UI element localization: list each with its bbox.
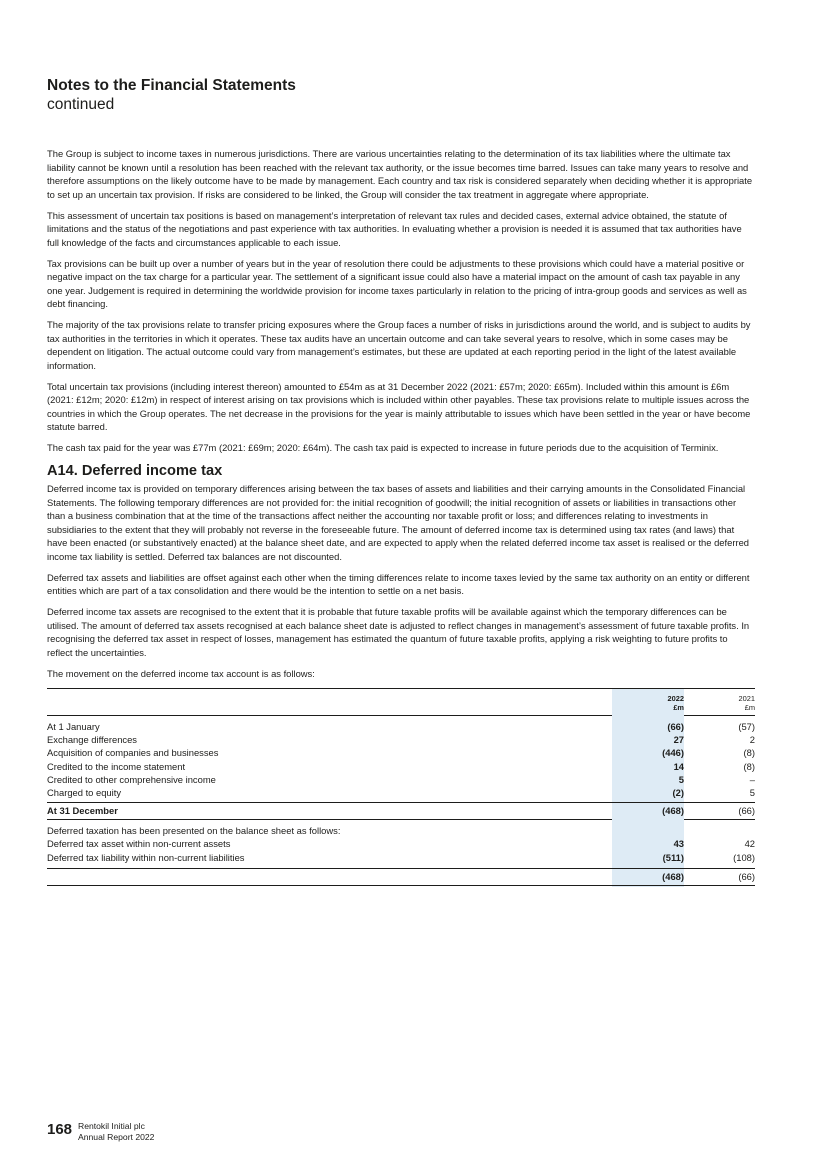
row-value-2022: (66)	[667, 721, 684, 732]
row-value-2022: 43	[673, 838, 684, 850]
paragraph-uncertain-tax-4: The majority of the tax provisions relate to transfer pricing exposures where the Group faces a number of risks in jurisdictions around the world, and is subject to audits by tax authorities in the territories in which it operates. These tax audits have an uncertain outcome and can take several years to resolve, which in some cases may be dependent on litigation. The actual outcome could vary from management’s estimates, but these are updated at each reporting period in the light of the latest available information.	[47, 319, 751, 371]
table-row	[47, 786, 755, 799]
balance-intro: Deferred taxation has been presented on the balance sheet as follows:	[47, 825, 341, 837]
company-name: Rentokil Initial plc	[78, 1121, 145, 1131]
table-row	[47, 746, 755, 759]
header-2021-year: 2021	[738, 694, 755, 703]
row-value-2022: 27	[673, 734, 684, 746]
header-2022	[614, 694, 684, 712]
row-label: Exchange differences	[47, 734, 137, 746]
paragraph-cash-tax: The cash tax paid for the year was £77m (2021: £69m; 2020: £64m). The cash tax paid is expected to increase in future periods due to the acquisition of Terminix.	[47, 442, 719, 453]
balance-intro-row	[47, 824, 755, 837]
row-label: Deferred tax asset within non-current assets	[47, 838, 231, 850]
row-value-2021: (8)	[743, 760, 755, 772]
header-2021	[695, 694, 755, 712]
total-row	[47, 802, 755, 819]
main-content	[47, 147, 755, 886]
row-label: Acquisition of companies and businesses	[47, 747, 219, 759]
table-row	[47, 851, 755, 864]
paragraph-uncertain-tax-5: Total uncertain tax provisions (including interest thereon) amounted to £54m as at 31 December 2022 (2021: £57m; 2020: £65m). Included within this amount is £6m (2021: £12m; 2020: £12m) in respect of interest arising on tax provisions which is included within other payables. These tax provisions relate to multiple issues across the countries in which the Group operates. The net decrease in the provisions for the year is mainly attributable to issues which have been settled in the year or have become statute barred.	[47, 380, 751, 432]
balance-total-2021: (66)	[738, 870, 755, 882]
row-value-2022: (2)	[672, 786, 684, 798]
row-value-2021: 2	[749, 734, 755, 746]
paragraph-table-intro: The movement on the deferred income tax account is as follows:	[47, 667, 315, 679]
table-row	[47, 720, 755, 733]
paragraph-deferred-tax-2: Deferred tax assets and liabilities are offset against each other when the timing differences relate to income taxes levied by the same tax authority on an entity or different entities which are part of a tax consolidation and there would be the intention to settle on a net basis.	[47, 571, 750, 596]
row-value-2022: 5	[678, 773, 684, 785]
paragraph-uncertain-tax-1: The Group is subject to income taxes in numerous jurisdictions. There are various uncertainties relating to the determination of its tax liabilities where the ultimate tax liability cannot be known until a resolution has been reached with the relevant tax authority, or the issue becomes time barred. Issues can take many years to resolve and therefore assumptions on the likely outcome have to be made by management. Each country and tax risk is considered separately when deciding whether it is appropriate to set up an uncertain tax provision. If risks are considered to be linked, the Group will consider the tax treatment in aggregate where appropriate.	[47, 148, 753, 200]
row-label: Credited to the income statement	[47, 760, 186, 772]
paragraph-uncertain-tax-3: Tax provisions can be built up over a number of years but in the year of resolution there could be adjustments to these provisions which could have a material positive or negative impact on the tax charge for a particular year. The settlement of a significant issue could also have a material impact on the amount of cash tax payable in any one year. Judgement is required in determining the worldwide provision for income taxes particularly in relation to the pricing of intra-group goods and services as well as debt financing.	[47, 257, 747, 309]
row-value-2022: 14	[673, 760, 684, 772]
header-2022-year: 2022	[667, 694, 684, 703]
table-row	[47, 733, 755, 746]
row-label: Deferred tax liability within non-current liabilities	[47, 851, 245, 863]
total-value-2021: (66)	[738, 805, 755, 817]
row-value-2021: (57)	[738, 721, 755, 732]
table-row	[47, 837, 755, 850]
row-value-2021: 42	[744, 838, 755, 850]
paragraph-deferred-tax-1: Deferred income tax is provided on temporary differences arising between the tax bases of assets and liabilities and their carrying amounts in the Consolidated Financial Statements. The following temporary differences are not provided for: the initial recognition of goodwill; the initial recognition of assets or liabilities in transactions other than a business combination that at the time of the transactions affect neither the accounting nor taxable profit or loss; and differences relating to investments in subsidiaries to the extent that they will probably not reverse in the foreseeable future. The amount of deferred income tax is determined using tax rates (and laws) that have been enacted (or substantively enacted) at the balance sheet date, and are expected to apply when the related deferred income tax asset is realised or the deferred income tax liability is settled. Deferred tax balances are not discounted.	[47, 483, 750, 562]
table-row	[47, 773, 755, 786]
table-header	[47, 688, 755, 715]
page-title: Notes to the Financial Statements	[47, 77, 296, 94]
total-label: At 31 December	[47, 805, 118, 817]
row-label: At 1 January	[47, 721, 100, 732]
row-label: Charged to equity	[47, 786, 122, 798]
footer-company	[78, 1121, 154, 1142]
row-value-2022: (446)	[662, 747, 684, 759]
row-value-2021: 5	[749, 786, 755, 798]
row-value-2022: (511)	[662, 851, 684, 863]
row-value-2021: (108)	[733, 851, 755, 863]
report-name: Annual Report 2022	[78, 1131, 155, 1142]
page-subtitle: continued	[47, 96, 115, 113]
deferred-tax-table	[47, 688, 755, 886]
balance-total-row	[47, 868, 755, 886]
row-value-2021: (8)	[743, 747, 755, 759]
paragraph-uncertain-tax-2: This assessment of uncertain tax positions is based on management’s interpretation of relevant tax rules and decided cases, external advice obtained, the statute of limitations and the status of the negotiations and past experience with tax authorities. In evaluating whether a provision is needed it is assumed that tax authorities have full knowledge of the facts and circumstances applicable to each issue.	[47, 209, 742, 248]
header-2021-unit: £m	[744, 703, 755, 712]
row-value-2021: –	[749, 773, 755, 785]
row-label: Credited to other comprehensive income	[47, 773, 216, 785]
balance-total-2022: (468)	[662, 870, 684, 882]
table-row	[47, 760, 755, 773]
page-number: 168	[47, 1121, 73, 1138]
page-header	[47, 76, 296, 114]
section-heading: A14. Deferred income tax	[47, 463, 223, 479]
total-value-2022: (468)	[662, 805, 684, 817]
header-2022-unit: £m	[673, 703, 684, 712]
paragraph-deferred-tax-3: Deferred income tax assets are recognised to the extent that it is probable that future taxable profits will be available against which the temporary differences can be utilised. The amount of deferred tax assets recognised at each balance sheet date is adjusted to reflect changes in management’s assessment of future taxable profits. In recognising the deferred tax asset in respect of losses, management has estimated the quantum of future taxable profits, applying a risk weighting to future profits to reflect the uncertainties.	[47, 606, 750, 658]
